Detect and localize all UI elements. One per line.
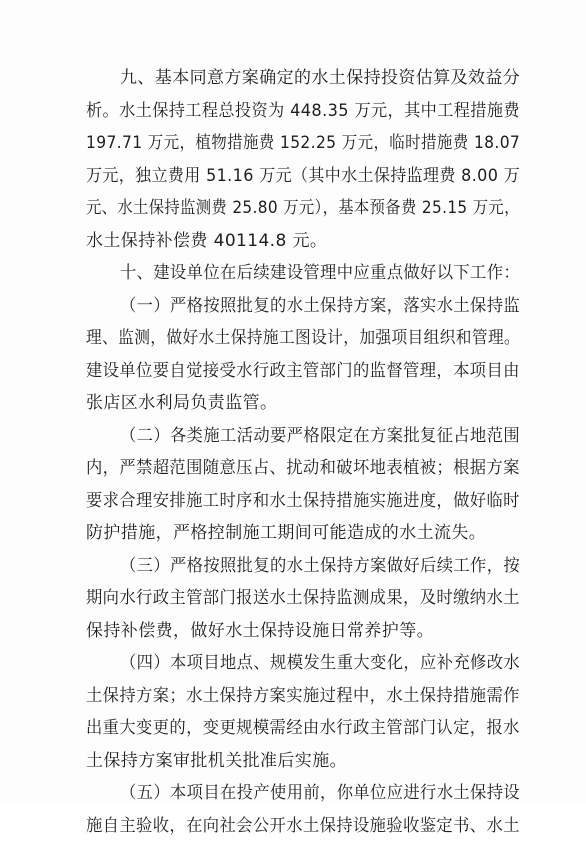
text-line-20: [0, 681, 586, 711]
text-line-18-text: 保持补偿费，做好水土保持设施日常养护等。: [86, 621, 434, 641]
text-line-2-text: 析。水土保持工程总投资为 448.35 万元，其中工程措施费: [86, 101, 520, 121]
text-line-8-text: （一）严格按照批复的水土保持方案，落实水土保持监: [120, 296, 521, 316]
text-line-11: [0, 388, 586, 418]
text-line-15-text: 防护措施，严格控制施工期间可能造成的水土流失。: [86, 523, 487, 543]
text-line-12: [0, 421, 586, 451]
text-line-5: [0, 193, 586, 223]
text-line-20-text: 土保持方案；水土保持方案实施过程中，水土保持措施需作: [86, 686, 520, 706]
text-line-15: [0, 518, 586, 548]
text-line-1-text: 九、基本同意方案确定的水土保持投资估算及效益分: [120, 68, 521, 88]
text-line-3-text: 197.71 万元，植物措施费 152.25 万元，临时措施费 18.07: [86, 133, 521, 153]
text-line-5-text: 元、水土保持监测费 25.80 万元），基本预备费 25.15 万元，: [86, 198, 520, 218]
text-line-13-text: 内，严禁超范围随意压占、扰动和破坏地表植被；根据方案: [86, 458, 520, 478]
text-line-17: [0, 583, 586, 613]
text-line-18: [0, 616, 586, 646]
text-line-23: [0, 778, 586, 808]
text-line-2: [0, 96, 586, 126]
text-line-7-text: 十、建设单位在后续建设管理中应重点做好以下工作：: [120, 263, 521, 283]
text-line-1: [0, 63, 586, 93]
text-line-10: [0, 356, 586, 386]
text-line-4: [0, 161, 586, 191]
text-line-9-text: 理、监测，做好水土保持施工图设计，加强项目组织和管理。: [86, 328, 521, 348]
text-line-8: [0, 291, 586, 321]
text-line-17-text: 期向水行政主管部门报送水土保持监测成果，及时缴纳水土: [86, 588, 520, 608]
text-line-24-text: 施自主验收，在向社会公开水土保持设施验收鉴定书、水土: [86, 816, 520, 836]
text-line-4-text: 万元，独立费用 51.16 万元（其中水土保持监理费 8.00 万: [86, 166, 521, 186]
text-line-19: [0, 648, 586, 678]
text-line-7: [0, 258, 586, 288]
text-line-16: [0, 551, 586, 581]
text-line-23-text: （五）本项目在投产使用前，你单位应进行水土保持设: [120, 783, 521, 803]
text-line-24: [0, 811, 586, 841]
text-line-12-text: （二）各类施工活动要严格限定在方案批复征占地范围: [120, 426, 521, 446]
text-line-9: [0, 323, 586, 353]
text-line-3: [0, 128, 586, 158]
text-line-11-text: 张店区水利局负责监管。: [86, 393, 278, 413]
text-line-13: [0, 453, 586, 483]
text-line-21: [0, 713, 586, 743]
text-line-22: [0, 746, 586, 776]
text-line-10-text: 建设单位要自觉接受水行政主管部门的监督管理，本项目由: [86, 361, 520, 381]
text-line-14: [0, 486, 586, 516]
text-line-6: [0, 226, 586, 256]
text-line-14-text: 要求合理安排施工时序和水土保持措施实施进度，做好临时: [86, 491, 520, 511]
text-line-22-text: 土保持方案审批机关批准后实施。: [86, 751, 347, 771]
text-line-6-text: 水土保持补偿费 40114.8 元。: [86, 231, 328, 251]
text-line-21-text: 出重大变更的，变更规模需经由水行政主管部门认定，报水: [86, 718, 520, 738]
text-line-16-text: （三）严格按照批复的水土保持方案做好后续工作，按: [120, 556, 521, 576]
text-line-19-text: （四）本项目地点、规模发生重大变化，应补充修改水: [120, 653, 521, 673]
